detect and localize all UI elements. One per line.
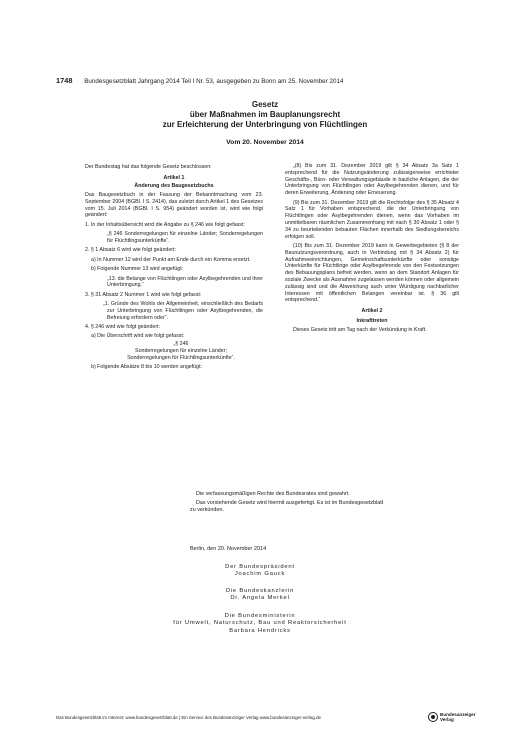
bundesrat-rights: Die verfassungsmäßigen Rechte des Bundesrates sind gewahrt. — [196, 491, 350, 497]
enactment-clause: Der Bundestag hat das folgende Gesetz beschlossen: — [85, 164, 212, 170]
law-title-line-1: Gesetz — [251, 100, 279, 109]
amendment-item-4a-quote-2: Sonderregelungen für einzelne Länder; — [135, 348, 227, 355]
amendment-item-2a: a) In Nummer 12 wird der Punkt am Ende durch ein Komma ersetzt. — [91, 256, 251, 263]
signature-name: Joachim Gauck — [234, 571, 286, 578]
signature-block-chancellor — [100, 588, 420, 603]
publisher-logo-text — [440, 712, 475, 722]
article-2-heading: Artikel 2 — [361, 308, 383, 315]
law-title-line-2: über Maßnahmen im Bauplanungsrecht — [189, 110, 341, 119]
page-number: 1748 — [56, 76, 73, 85]
bundesanzeiger-logo-icon — [428, 712, 438, 722]
signature-name: Barbara Hendricks — [229, 627, 291, 634]
closing-formula — [190, 491, 390, 517]
signature-block-president — [100, 564, 420, 579]
amendment-item-2b-quote: „13. die Belange von Flüchtlingen oder Asylbegehrenden und ihrer Unterbringung.“ — [107, 275, 263, 289]
running-header — [56, 76, 476, 85]
place-and-date: Berlin, den 20. November 2014 — [190, 546, 267, 552]
paragraph-9: (9) Bis zum 31. Dezember 2019 gilt die Rechtsfolge des § 35 Absatz 4 Satz 1 für Vorhaben entsprechend, die der Unterbringung von Flüchtlingen oder Asylbegehrenden dienen, wenn das Vorhaben im unmittelbaren räumlichen Zusammenhang mit nach § 30 Absatz 1 oder § 34 zu beurteilenden bebauten Flächen innerhalb des Siedlungsbereichs erfolgen soll. — [285, 199, 459, 240]
amendment-item-4a: a) Die Überschrift wird wie folgt gefasst: — [91, 333, 185, 340]
amendment-item-1: 1. In der Inhaltsübersicht wird die Angabe zu § 246 wie folgt gefasst: — [85, 221, 245, 228]
promulgation-order: Das vorstehende Gesetz wird hiermit ausgefertigt. Es ist im Bundesgesetzblatt zu verkünden. — [190, 500, 384, 514]
signature-role: Die Bundeskanzlerin — [225, 588, 295, 594]
law-title — [0, 100, 530, 130]
article-1-heading: Artikel 1 — [163, 174, 185, 181]
amendment-item-3-quote: „1. Gründe des Wohls der Allgemeinheit, einschließlich des Bedarfs zur Unterbringung von Flüchtlingen oder Asylbegehrenden, die Befreiung erfordern oder“. — [103, 301, 263, 321]
signature-role: Die Bundesministerin — [224, 613, 296, 619]
article-2-title: Inkrafttreten — [356, 317, 388, 324]
page-footer: Das Bundesgesetzblatt im Internet: www.bundesgesetzblatt.de | Ein Service des Bundesanzeiger Verlag www.bundesanzeiger-verlag.de — [56, 715, 321, 720]
right-column — [285, 163, 459, 337]
law-date: Vom 20. November 2014 — [226, 139, 304, 146]
amendment-item-1-quote: „§ 246 Sonderregelungen für einzelne Länder; Sonderregelungen für Flüchtlingsunterkünfte“. — [107, 231, 263, 244]
article-1-title: Änderung des Baugesetzbuchs — [134, 182, 214, 189]
gazette-header-title: Bundesgesetzblatt Jahrgang 2014 Teil I Nr. 53, ausgegeben zu Bonn am 25. November 2014 — [84, 78, 344, 85]
signature-name: Dr. Angela Merkel — [230, 595, 290, 602]
amendment-item-3: 3. § 31 Absatz 2 Nummer 1 wird wie folgt gefasst: — [85, 291, 202, 298]
law-title-line-3: zur Erleichterung der Unterbringung von Flüchtlingen — [162, 120, 368, 129]
amendment-item-2: 2. § 1 Absatz 6 wird wie folgt geändert: — [85, 247, 176, 254]
signature-role-portfolio: für Umwelt, Naturschutz, Bau und Reaktorsicherheit — [173, 620, 347, 627]
article-2-text: Dieses Gesetz tritt am Tag nach der Verkündung in Kraft. — [293, 327, 427, 334]
signature-role: Der Bundespräsident — [225, 564, 295, 570]
amendment-item-2b: b) Folgende Nummer 13 wird angefügt: — [91, 266, 184, 273]
publisher-logo-line-2: Verlag — [440, 717, 454, 722]
paragraph-10: (10) Bis zum 31. Dezember 2019 kann in Gewerbegebieten (§ 8 der Baunutzungsverordnung, auch in Verbindung mit § 34 Absatz 2) für Aufnahmeeinrichtungen, Gemeinschaftsunterkünfte oder sonstige Unterkünfte für Flüchtlinge oder Asylbegehrende von den Festsetzungen des Bebauungsplans befreit werden, wenn an dem Standort Anlagen für soziale Zwecke als Ausnahme zugelassen werden können oder allgemein zulässig sind und die Abweichung auch unter Würdigung nachbarlicher Interessen mit öffentlichen Belangen vereinbar ist. § 36 gilt entsprechend.“ — [285, 242, 459, 304]
signature-block-minister — [100, 613, 420, 635]
amendment-item-4a-quote-1: „§ 246 — [173, 341, 189, 348]
amendment-item-4b: b) Folgende Absätze 8 bis 10 werden angefügt: — [91, 363, 203, 370]
amendment-item-4: 4. § 246 wird wie folgt geändert: — [85, 324, 161, 331]
left-column — [85, 164, 263, 373]
paragraph-8: „(8) Bis zum 31. Dezember 2019 gilt § 34 Absatz 3a Satz 1 entsprechend für die Nutzungsänderung zulässigerweise errichteter Geschäfts-, Büro- oder Verwaltungsgebäude in bauliche Anlagen, die der Unterbringung von Flüchtlingen oder Asylbegehrenden dienen, und für deren Erweiterung, Änderung oder Erneuerung. — [285, 163, 459, 197]
publisher-logo-line-1: Bundesanzeiger — [440, 712, 476, 717]
amendment-item-4a-quote-3: Sonderregelungen für Flüchtlingsunterkünfte“. — [127, 354, 235, 361]
article-1-intro: Das Baugesetzbuch in der Fassung der Bekanntmachung vom 23. September 2004 (BGBl. I S. 2414), das zuletzt durch Artikel 1 des Gesetzes vom 15. Juli 2014 (BGBl. I S. 954) geändert worden ist, wird wie folgt geändert: — [85, 191, 263, 219]
